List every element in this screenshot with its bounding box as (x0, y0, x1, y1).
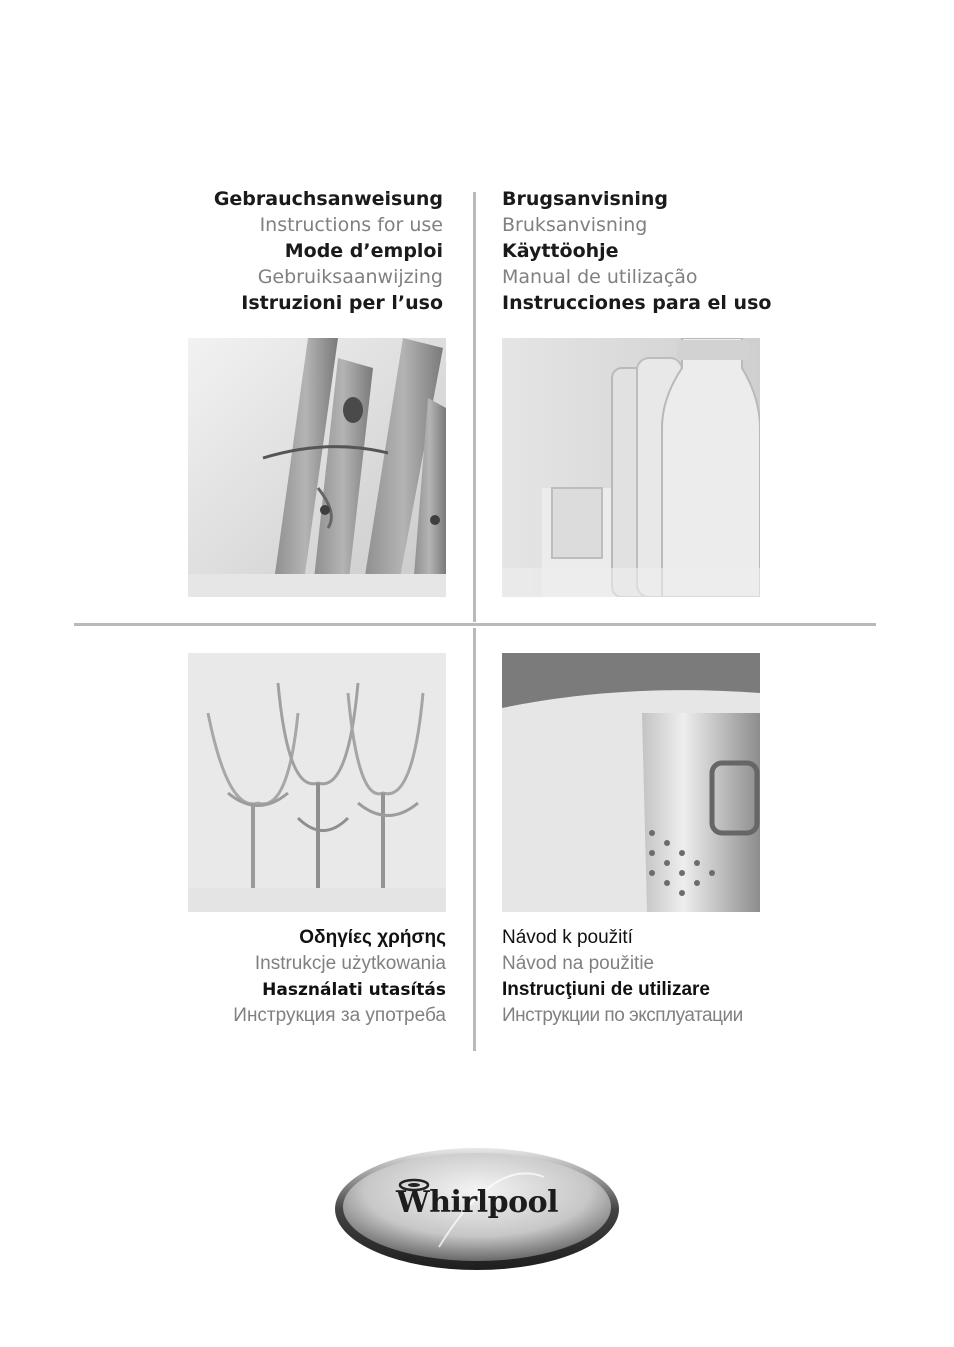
title-fi: Käyttöohje (502, 240, 619, 262)
title-nl: Gebruiksaanwijzing (257, 266, 443, 288)
vertical-divider-bottom (473, 628, 476, 1051)
photo-colander-pot (502, 653, 760, 912)
title-da: Brugsanvisning (502, 188, 669, 210)
title-el: Οδηγίες χρήσης (299, 927, 446, 948)
title-no: Bruksanvisning (502, 214, 648, 236)
bottom-right-titles (502, 925, 743, 1029)
title-de: Gebrauchsanweisung (213, 188, 443, 210)
photo-glass-bottles (502, 338, 760, 597)
title-ro: Instrucţiuni de utilizare (502, 979, 710, 1000)
top-left-titles (214, 186, 443, 316)
horizontal-divider (74, 623, 876, 626)
title-it: Istruzioni per l’uso (241, 292, 443, 314)
title-bg: Инструкция за употреба (233, 1005, 446, 1026)
top-right-titles (502, 186, 771, 316)
title-cs: Návod k použití (502, 927, 633, 948)
photo-clothes-pegs (188, 338, 446, 597)
title-es: Instrucciones para el uso (502, 292, 772, 314)
photo-wine-glasses (188, 653, 446, 912)
title-hu: Használati utasítás (262, 980, 446, 1000)
bottom-left-titles (233, 925, 446, 1029)
brand-wordmark: Whirlpool (396, 1185, 558, 1220)
title-sk: Návod na použitie (502, 953, 655, 974)
title-en: Instructions for use (259, 214, 443, 236)
title-pt: Manual de utilização (502, 266, 698, 288)
whirlpool-logo (334, 1147, 620, 1271)
title-fr: Mode d’emploi (284, 240, 443, 262)
title-ru: Инструкции по эксплуатации (502, 1005, 743, 1026)
title-pl: Instrukcje użytkowania (254, 953, 446, 974)
vertical-divider-top (473, 192, 476, 622)
